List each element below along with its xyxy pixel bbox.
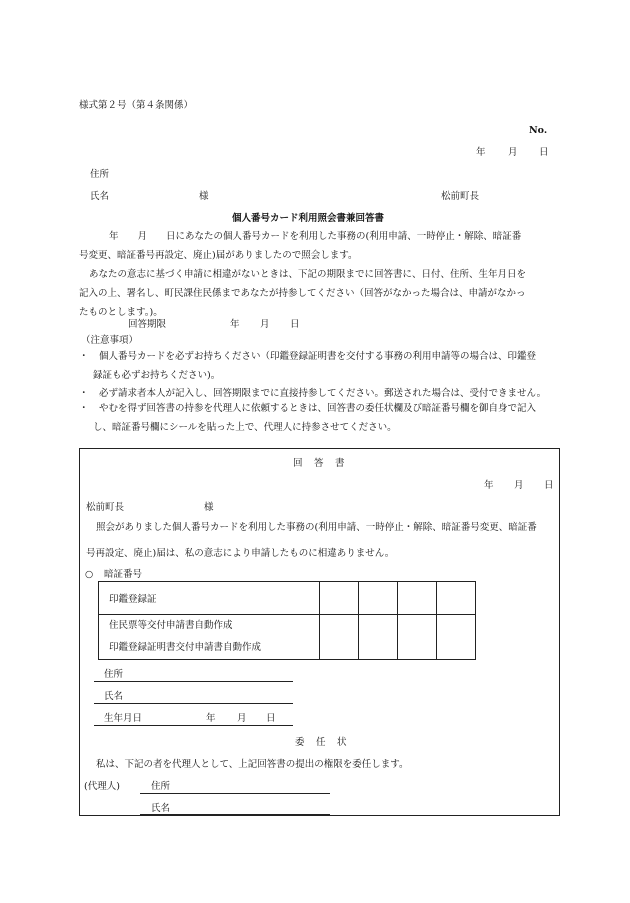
instruction-paragraph	[79, 265, 569, 322]
reply-date-day: 日	[544, 480, 554, 491]
respondent-address-label: 住所	[104, 669, 124, 680]
proxy-statement: 私は、下記の者を代理人として、上記回答書の提出の権限を委任します。	[96, 759, 409, 770]
notes-heading: （注意事項）	[81, 335, 139, 346]
agent-address-label: 住所	[151, 781, 171, 792]
recipient-name-label: 氏名	[90, 191, 110, 202]
birthdate-month: 月	[237, 713, 247, 724]
inquiry-line-2: 号変更、暗証番号再設定、廃止)届がありましたので照会します。	[79, 250, 358, 261]
reply-date-year: 年	[484, 480, 494, 491]
inquiry-paragraph	[79, 227, 569, 265]
instruction-line-3: たものとします。)。	[79, 307, 163, 318]
respondent-name-label: 氏名	[104, 691, 124, 702]
deadline-year: 年	[230, 319, 240, 330]
issue-date-month: 月	[508, 147, 518, 158]
agent-label: (代理人)	[84, 781, 120, 792]
reply-addressee: 松前町長	[86, 502, 125, 513]
inquiry-line-1: 年 月 日にあなたの個人番号カードを利用した事務の(利用申請、一時停止・解除、暗証番	[109, 231, 522, 242]
agent-name-label: 氏名	[151, 803, 171, 814]
deadline-label: 回答期限	[128, 319, 167, 330]
agent-name-field[interactable]	[140, 814, 330, 815]
reply-statement-line-2: 号再設定、廃止)届は、私の意志により申請したものに相違ありません。	[86, 548, 395, 559]
pin-section-label: 暗証番号	[104, 569, 143, 580]
note-line: 個人番号カードを必ずお持ちください（印鑑登録証明書を交付する事務の利用申請等の場合は、印鑑登	[99, 351, 537, 362]
pin-digit-box[interactable]	[437, 582, 476, 615]
pin-digit-box[interactable]	[359, 615, 398, 660]
deadline-day: 日	[290, 319, 300, 330]
instruction-line-2: 記入の上、署名し、町民課住民係まであなたが持参してください（回答がなかった場合は、申請がなかっ	[79, 288, 526, 299]
birthdate-year: 年	[206, 713, 216, 724]
note-item	[79, 399, 571, 437]
reply-title: 回 答 書	[293, 458, 346, 469]
respondent-name-field[interactable]	[94, 703, 293, 704]
pin-digit-box[interactable]	[359, 582, 398, 615]
note-line: 録証も必ずお持ちください)。	[93, 370, 221, 381]
bullet-icon: ・	[79, 388, 89, 399]
pin-table	[98, 581, 476, 660]
form-id: 様式第２号（第４条関係）	[79, 100, 194, 111]
respondent-birthdate-field[interactable]	[94, 725, 293, 726]
issue-date-year: 年	[476, 147, 486, 158]
recipient-address-label: 住所	[90, 169, 110, 180]
pin-row-registration-card	[99, 582, 476, 615]
pin-marker-icon: ○	[85, 569, 94, 580]
pin-digit-box[interactable]	[437, 615, 476, 660]
deadline-month: 月	[260, 319, 270, 330]
issue-date-day: 日	[539, 147, 549, 158]
instruction-line-1: あなたの意志に基づく申請に相違がないときは、下記の期限までに回答書に、日付、住所、生年月日を	[89, 269, 527, 280]
reply-statement-line-1: 照会がありました個人番号カードを利用した事務の(利用申請、一時停止・解除、暗証番号変更、暗証番	[96, 522, 537, 533]
pin-row-label-line-1: 住民票等交付申請書自動作成	[109, 620, 233, 631]
respondent-address-field[interactable]	[94, 681, 293, 682]
agent-address-field[interactable]	[140, 793, 330, 794]
pin-digit-box[interactable]	[320, 582, 359, 615]
reply-statement	[86, 518, 556, 563]
recipient-honorific: 様	[199, 191, 209, 202]
note-line: やむを得ず回答書の持参を代理人に依頼するときは、回答書の委任状欄及び暗証番号欄を御自身で記入	[99, 403, 537, 414]
note-item	[79, 347, 571, 385]
note-line: し、暗証番号欄にシールを貼った上で、代理人に持参させてください。	[93, 422, 397, 433]
pin-row-auto-creation	[99, 615, 476, 660]
reply-date-month: 月	[514, 480, 524, 491]
pin-row-label: 印鑑登録証	[99, 582, 320, 615]
bullet-icon: ・	[79, 403, 89, 414]
birthdate-label: 生年月日	[104, 713, 143, 724]
sender-name: 松前町長	[441, 191, 480, 202]
pin-digit-box[interactable]	[398, 582, 437, 615]
proxy-title: 委 任 状	[295, 737, 348, 748]
document-number-label: No.	[529, 125, 548, 136]
reply-honorific: 様	[204, 502, 214, 513]
pin-row-label	[99, 615, 320, 660]
pin-row-label-line-2: 印鑑登録証明書交付申請書自動作成	[109, 642, 262, 653]
birthdate-day: 日	[266, 713, 276, 724]
document-title: 個人番号カード利用照会書兼回答書	[232, 213, 385, 224]
pin-digit-box[interactable]	[320, 615, 359, 660]
bullet-icon: ・	[79, 351, 89, 362]
note-line: 必ず請求者本人が記入し、回答期限までに直接持参してください。郵送された場合は、受付できません。	[99, 388, 547, 399]
pin-digit-box[interactable]	[398, 615, 437, 660]
